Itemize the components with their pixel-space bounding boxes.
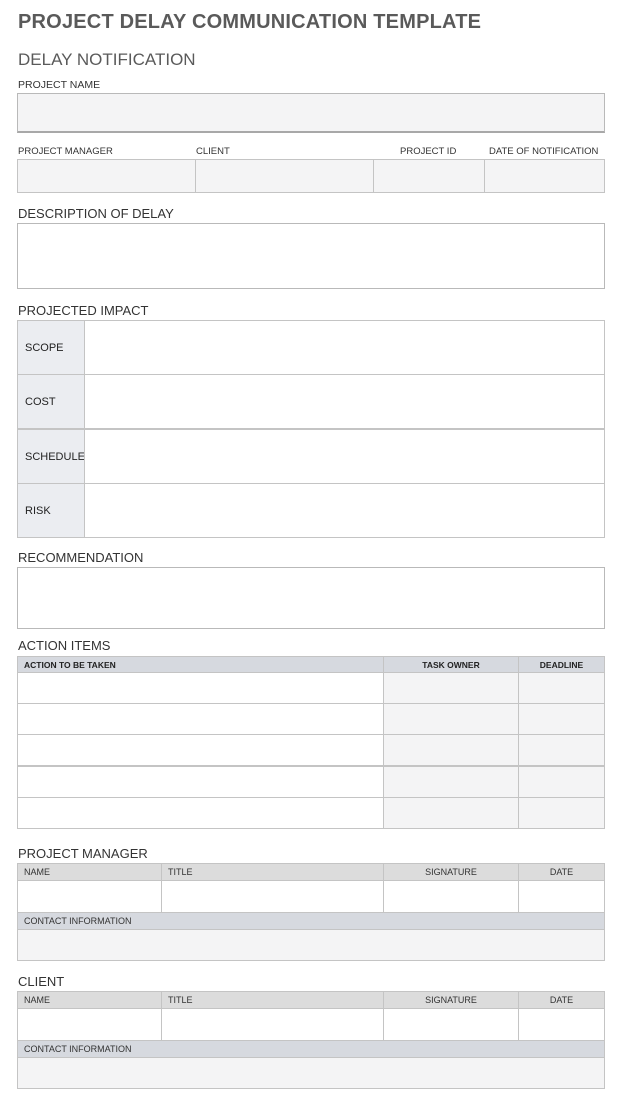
pm-name-field[interactable] [17, 880, 162, 913]
client-title-header: TITLE [161, 991, 384, 1009]
task-owner-cell[interactable] [383, 766, 519, 798]
client-contact-information-field[interactable] [17, 1057, 605, 1089]
action-items-row [17, 734, 605, 766]
pm-date-header: DATE [518, 863, 605, 881]
impact-label-scope: SCOPE [17, 320, 85, 375]
action-cell[interactable] [17, 797, 384, 829]
action-items-heading: ACTION ITEMS [18, 638, 111, 653]
projected-impact-heading: PROJECTED IMPACT [18, 303, 149, 318]
project-name-label: PROJECT NAME [18, 79, 101, 91]
info-row [17, 159, 605, 193]
deadline-cell[interactable] [518, 703, 605, 735]
recommendation-heading: RECOMMENDATION [18, 550, 144, 565]
impact-row-scope [17, 320, 605, 375]
pm-input-row [17, 880, 605, 913]
pm-contact-header-row [17, 912, 605, 930]
client-name-field[interactable] [17, 1008, 162, 1041]
recommendation-field[interactable] [17, 567, 605, 629]
action-items-row [17, 703, 605, 735]
pm-contact-information-header: CONTACT INFORMATION [17, 912, 605, 930]
action-cell[interactable] [17, 672, 384, 704]
client-section-heading: CLIENT [18, 974, 65, 989]
deadline-cell[interactable] [518, 734, 605, 766]
project-name-field[interactable] [17, 93, 605, 133]
impact-field-cost[interactable] [84, 374, 605, 429]
impact-label-schedule: SCHEDULE [17, 429, 85, 484]
task-owner-header: TASK OWNER [383, 656, 519, 673]
impact-row-cost [17, 374, 605, 429]
impact-label-cost: COST [17, 374, 85, 429]
action-items-row [17, 672, 605, 704]
pm-title-header: TITLE [161, 863, 384, 881]
impact-row-risk [17, 483, 605, 538]
project-id-field[interactable] [373, 159, 485, 193]
task-owner-cell[interactable] [383, 734, 519, 766]
client-signature-field[interactable] [383, 1008, 519, 1041]
impact-row-schedule [17, 429, 605, 484]
pm-contact-information-field[interactable] [17, 929, 605, 961]
project-manager-section-heading: PROJECT MANAGER [18, 846, 148, 861]
client-contact-header-row [17, 1040, 605, 1058]
pm-name-header: NAME [17, 863, 162, 881]
project-id-label: PROJECT ID [400, 146, 457, 157]
project-manager-field[interactable] [17, 159, 196, 193]
deadline-header: DEADLINE [518, 656, 605, 673]
action-cell[interactable] [17, 766, 384, 798]
task-owner-cell[interactable] [383, 672, 519, 704]
client-date-field[interactable] [518, 1008, 605, 1041]
action-cell[interactable] [17, 734, 384, 766]
client-name-header: NAME [17, 991, 162, 1009]
deadline-cell[interactable] [518, 797, 605, 829]
date-of-notification-field[interactable] [484, 159, 605, 193]
page-title: PROJECT DELAY COMMUNICATION TEMPLATE [18, 11, 482, 33]
action-items-row [17, 797, 605, 829]
action-items-header-row [17, 656, 605, 673]
client-header-row [17, 991, 605, 1009]
description-of-delay-heading: DESCRIPTION OF DELAY [18, 206, 174, 221]
impact-field-schedule[interactable] [84, 429, 605, 484]
date-of-notification-label: DATE OF NOTIFICATION [489, 146, 599, 157]
delay-notification-heading: DELAY NOTIFICATION [18, 50, 196, 69]
task-owner-cell[interactable] [383, 797, 519, 829]
impact-field-risk[interactable] [84, 483, 605, 538]
action-to-be-taken-header: ACTION TO BE TAKEN [17, 656, 384, 673]
client-contact-information-header: CONTACT INFORMATION [17, 1040, 605, 1058]
pm-date-field[interactable] [518, 880, 605, 913]
action-cell[interactable] [17, 703, 384, 735]
pm-title-field[interactable] [161, 880, 384, 913]
pm-header-row [17, 863, 605, 881]
deadline-cell[interactable] [518, 672, 605, 704]
client-input-row [17, 1008, 605, 1041]
description-of-delay-field[interactable] [17, 223, 605, 289]
impact-field-scope[interactable] [84, 320, 605, 375]
client-title-field[interactable] [161, 1008, 384, 1041]
client-signature-header: SIGNATURE [383, 991, 519, 1009]
task-owner-cell[interactable] [383, 703, 519, 735]
pm-signature-header: SIGNATURE [383, 863, 519, 881]
client-field[interactable] [195, 159, 374, 193]
deadline-cell[interactable] [518, 766, 605, 798]
action-items-row [17, 766, 605, 798]
client-label: CLIENT [196, 146, 230, 157]
client-contact-row [17, 1057, 605, 1089]
project-manager-label: PROJECT MANAGER [18, 146, 113, 157]
pm-signature-field[interactable] [383, 880, 519, 913]
pm-contact-row [17, 929, 605, 961]
impact-label-risk: RISK [17, 483, 85, 538]
client-date-header: DATE [518, 991, 605, 1009]
